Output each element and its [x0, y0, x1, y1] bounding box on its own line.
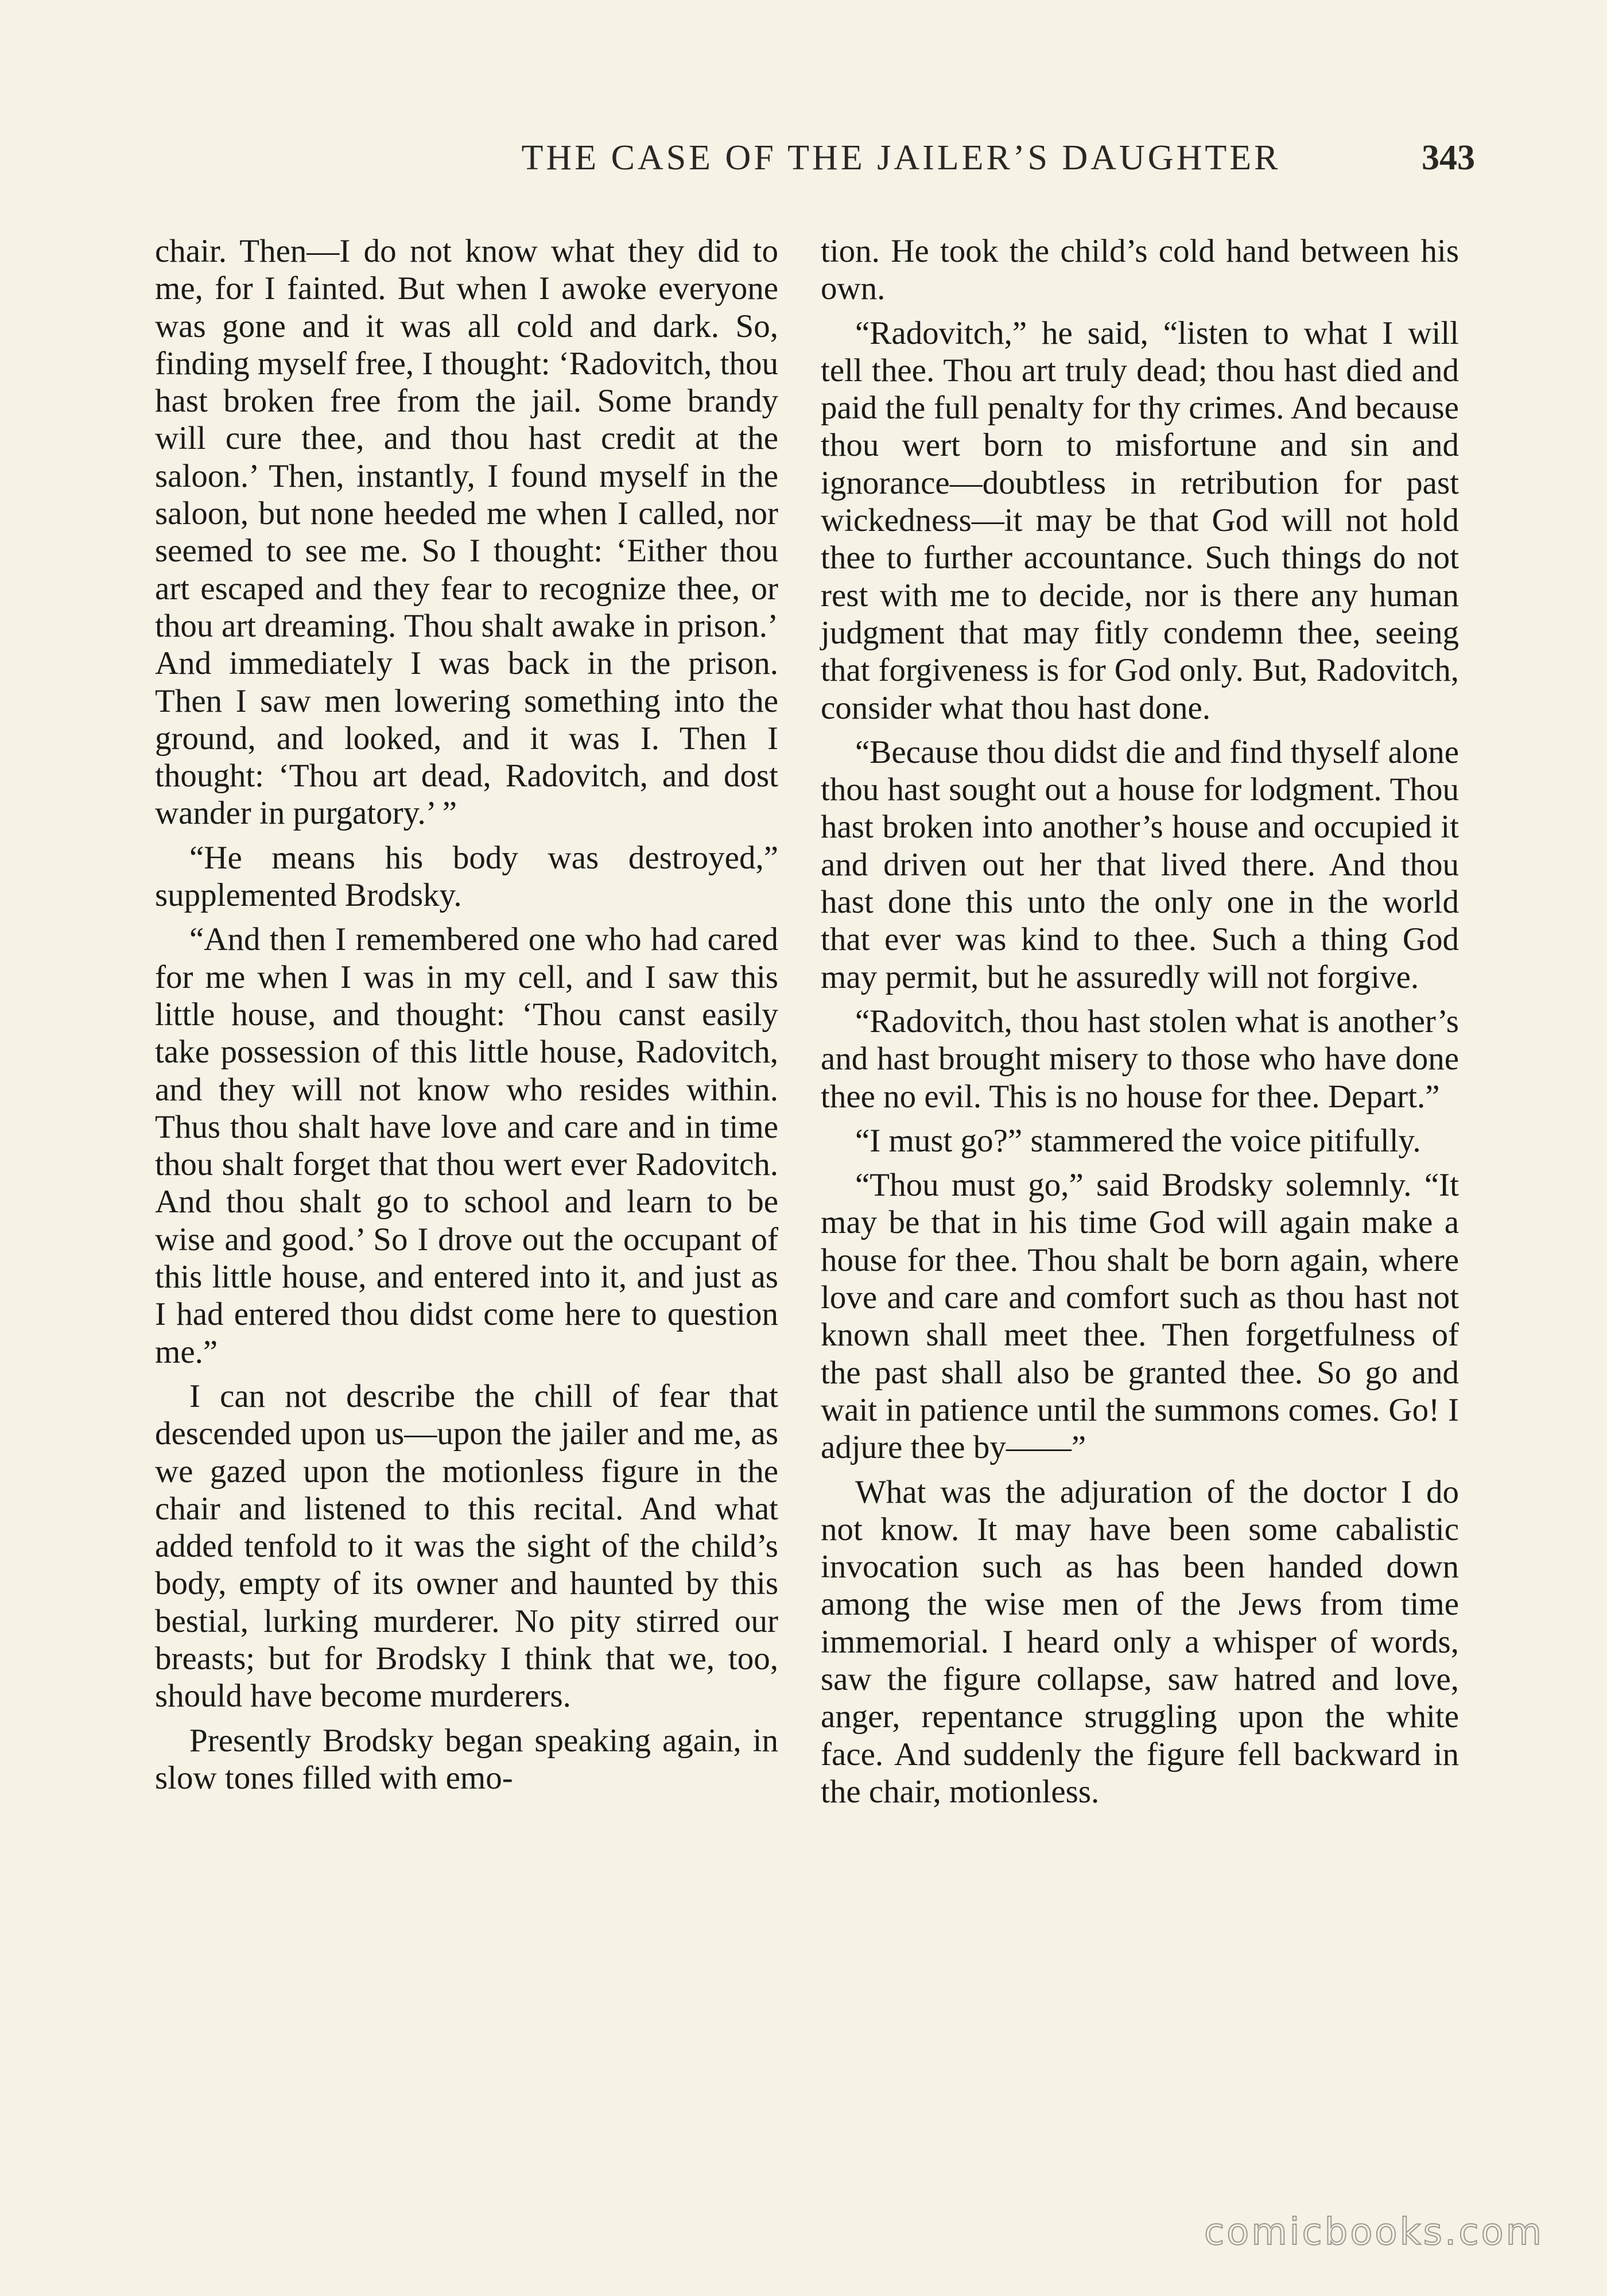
paragraph: Presently Brodsky began speaking again, in slow tones filled with emo-	[155, 1722, 778, 1796]
paragraph: “Radovitch,” he said, “listen to what I will tell thee. Thou art truly dead; thou hast died and paid the full penalty for thy crimes. And because thou wert born to misfortune and sin and ignorance—doubtless in retribution for past wickedness—it may be that God will not hold thee to further accountance. Such things do not rest with me to decide, nor is there any human judgment that may fitly condemn thee, seeing that forgiveness is for God only. But, Radovitch, consider what thou hast done.	[821, 315, 1459, 726]
paragraph: “Radovitch, thou hast stolen what is another’s and hast brought misery to those who have done thee no evil. This is no house for thee. Depart.”	[821, 1003, 1459, 1115]
paragraph: I can not describe the chill of fear that descended upon us—upon the jailer and me, as we gazed upon the motionless figure in the chair and listened to this recital. And what added tenfold to it was the sight of the child’s body, empty of its owner and haunted by this bestial, lurking murderer. No pity stirred our breasts; but for Brodsky I think that we, too, should have become murderers.	[155, 1378, 778, 1715]
paragraph: “And then I remembered one who had cared for me when I was in my cell, and I saw this little house, and thought: ‘Thou canst easily take possession of this little house, Radovitch, and they will not know who resides within. Thus thou shalt have love and care and in time thou shalt forget that thou wert ever Radovitch. And thou shalt go to school and learn to be wise and good.’ So I drove out the occupant of this little house, and entered into it, and just as I had entered thou didst come here to question me.”	[155, 921, 778, 1370]
running-header: THE CASE OF THE JAILER’S DAUGHTER	[521, 138, 1281, 177]
page-number: 343	[1422, 138, 1475, 177]
paragraph: What was the adjuration of the doctor I do not know. It may have been some cabalistic invocation such as has been handed down among the wise men of the Jews from time immemorial. I heard only a whisper of words, saw the figure collapse, saw hatred and love, anger, repentance struggling upon the white face. And suddenly the figure fell backward in the chair, motionless.	[821, 1473, 1459, 1810]
paragraph: “Thou must go,” said Brodsky solemnly. “It may be that in his time God will again make a house for thee. Thou shalt be born again, where love and care and comfort such as thou hast not known shall meet thee. Then forgetfulness of the past shall also be granted thee. So go and wait in patience until the summons comes. Go! I adjure thee by——”	[821, 1167, 1459, 1466]
right-column	[821, 232, 1459, 1810]
left-column	[155, 232, 778, 1797]
paragraph: chair. Then—I do not know what they did to me, for I fainted. But when I awoke everyone was gone and it was all cold and dark. So, finding myself free, I thought: ‘Radovitch, thou hast broken free from the jail. Some brandy will cure thee, and thou hast credit at the saloon.’ Then, instantly, I found myself in the saloon, but none heeded me when I called, nor seemed to see me. So I thought: ‘Either thou art escaped and they fear to recognize thee, or thou art dreaming. Thou shalt awake in prison.’ And immediately I was back in the prison. Then I saw men lowering something into the ground, and looked, and it was I. Then I thought: ‘Thou art dead, Radovitch, and dost wander in purgatory.’ ”	[155, 233, 778, 832]
paragraph: “He means his body was destroyed,” supplemented Brodsky.	[155, 839, 778, 914]
paragraph: “Because thou didst die and find thyself alone thou hast sought out a house for lodgment. Thou hast broken into another’s house and occupied it and driven out her that lived there. And thou hast done this unto the only one in the world that ever was kind to thee. Such a thing God may permit, but he assuredly will not forgive.	[821, 734, 1459, 995]
site-watermark: comicbooks.com	[1204, 2211, 1544, 2254]
paragraph: “I must go?” stammered the voice pitifully.	[855, 1122, 1421, 1159]
paragraph: tion. He took the child’s cold hand between his own.	[821, 233, 1459, 307]
